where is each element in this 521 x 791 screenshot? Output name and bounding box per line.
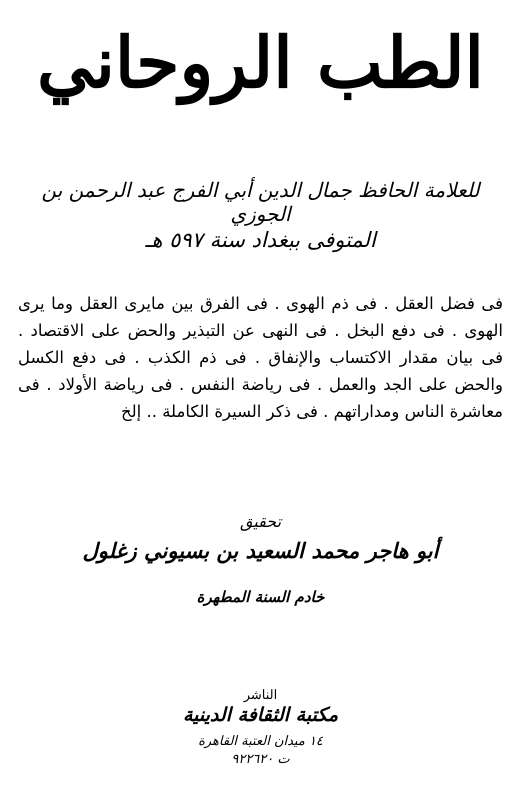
publisher-label: الناشر — [243, 688, 278, 703]
publisher-phone: ت ٩٢٢٦٢٠ — [231, 752, 290, 767]
book-title: الطب الروحاني — [37, 21, 484, 104]
publisher-name: مكتبة الثقافة الدينية — [182, 704, 338, 726]
topics-paragraph: فى فضل العقل . فى ذم الهوى . فى الفرق بين مايرى العقل وما يرى الهوى . فى دفع البخل . فى النهى عن التبذير والحض على الاقتصاد . فى بيان مقدار الاكتساب والإنفاق . فى ذم الكذب . فى دفع الكسل والحض على الجد والعمل . فى رياضة النفس . فى رياضة الأولاد . فى معاشرة الناس ومداراتهم . فى ذكر السيرة الكاملة .. إلخ — [18, 294, 503, 421]
author-line: للعلامة الحافظ جمال الدين أبي الفرج عبد الرحمن بن الجوزي — [41, 178, 480, 226]
editor-name: أبو هاجر محمد السعيد بن بسيوني زغلول — [82, 538, 439, 563]
verified-by-label: تحقيق — [239, 512, 282, 531]
editor-title: خادم السنة المطهرة — [196, 588, 325, 606]
publisher-address: ١٤ ميدان العتبة القاهرة — [198, 734, 323, 749]
author-death-line: المتوفى ببغداد سنة ٥٩٧ هـ — [145, 228, 376, 252]
